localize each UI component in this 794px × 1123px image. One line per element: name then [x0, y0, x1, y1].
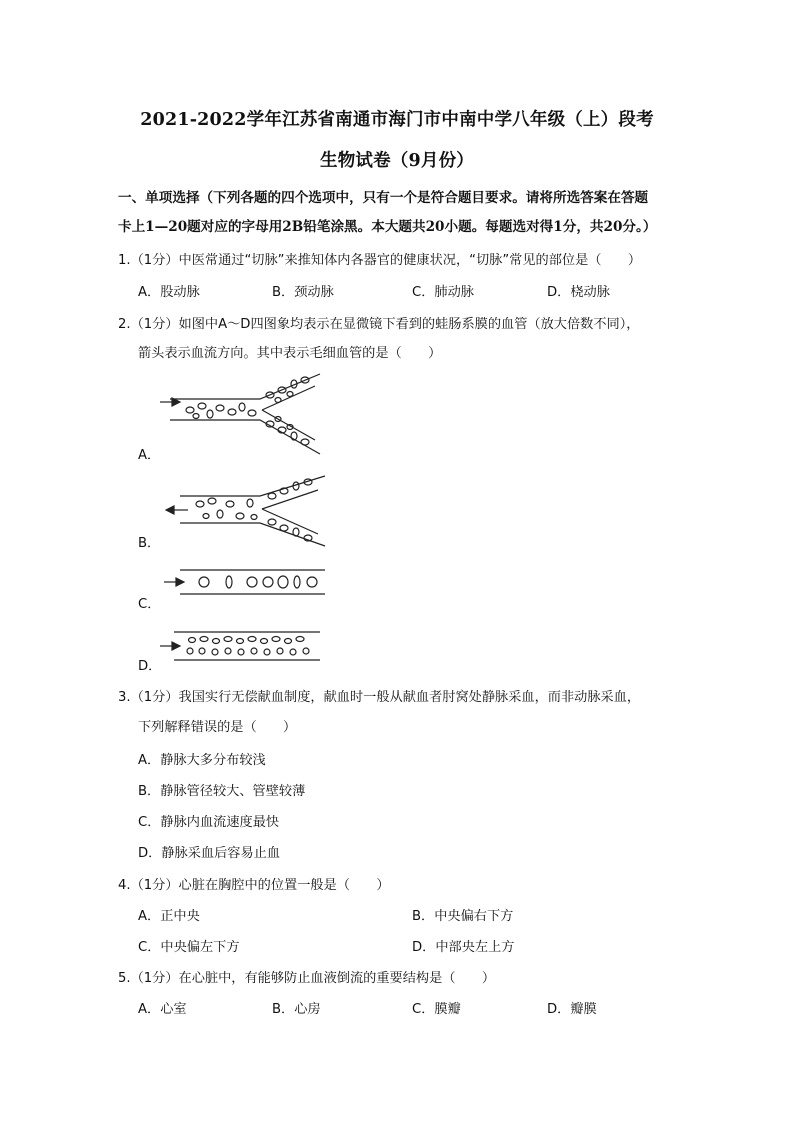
blood-cell: [278, 576, 288, 588]
blood-cell: [293, 528, 299, 536]
blood-cell: [187, 648, 193, 654]
question-2-stem-line-1: 2.（1分）如图中A～D四图象均表示在显微镜下看到的蛙肠系膜的血管（放大倍数不同），: [118, 317, 640, 332]
exam-title-line-2: 生物试卷（9月份）: [320, 151, 474, 171]
flow-arrow-d-head: [172, 642, 180, 650]
blood-cell: [280, 525, 288, 531]
blood-cell: [226, 501, 234, 507]
blood-cell: [186, 407, 194, 413]
blood-cell: [217, 510, 223, 518]
vessel-figure-a: [160, 372, 330, 452]
q4-option-d[interactable]: D．中部央左上方: [412, 940, 515, 955]
blood-cell: [268, 519, 276, 525]
q3-option-d[interactable]: D．静脉采血后容易止血: [138, 846, 281, 861]
blood-cell: [199, 648, 205, 654]
blood-cell: [285, 639, 292, 644]
blood-cell: [251, 515, 257, 520]
q5-option-d[interactable]: D．瓣膜: [547, 1002, 597, 1017]
blood-cell: [277, 648, 283, 654]
question-3-stem-line-1: 3.（1分）我国实行无偿献血制度，献血时一般从献血者肘窝处静脉采血，而非动脉采血，: [118, 690, 641, 705]
q2-option-a[interactable]: A．: [138, 448, 161, 463]
question-3-stem-line-2: 下列解释错误的是（ ）: [138, 720, 297, 735]
question-1-stem: 1.（1分）中医常通过“切脉”来推知体内各器官的健康状况，“切脉”常见的部位是（ ）: [118, 253, 642, 268]
question-5-stem: 5.（1分）在心脏中，有能够防止血液倒流的重要结构是（ ）: [118, 971, 496, 986]
q4-option-c[interactable]: C．中央偏左下方: [138, 940, 240, 955]
blood-cell: [203, 514, 209, 519]
blood-cell: [236, 513, 244, 519]
blood-cell: [268, 493, 276, 499]
q5-option-b[interactable]: B．心房: [272, 1002, 321, 1017]
q3-option-b[interactable]: B．静脉管径较大、管壁较薄: [138, 784, 306, 799]
blood-cell: [189, 638, 196, 643]
blood-cell: [200, 637, 208, 642]
blood-cell: [272, 637, 280, 642]
blood-cell: [224, 637, 232, 642]
exam-title-line-1: 2021-2022学年江苏省南通市海门市中南中学八年级（上）段考: [140, 110, 654, 130]
q4-option-b[interactable]: B．中央偏右下方: [412, 909, 514, 924]
blood-cell: [290, 649, 296, 655]
vessel-figure-b: [160, 474, 330, 548]
blood-cell: [294, 576, 300, 588]
vessel-wall-b-upper: [180, 476, 325, 496]
q1-option-a[interactable]: A．股动脉: [138, 285, 200, 300]
blood-cell: [307, 577, 317, 587]
q4-option-a[interactable]: A．正中央: [138, 909, 200, 924]
blood-cell: [296, 637, 304, 642]
section-heading-line-1: 一、单项选择（下列各题的四个选项中，只有一个是符合题目要求。请将所选答案在答题: [118, 190, 649, 206]
blood-cell: [251, 648, 257, 654]
blood-cell: [196, 501, 204, 507]
q3-option-a[interactable]: A．静脉大多分布较浅: [138, 753, 266, 768]
blood-cell: [238, 649, 244, 655]
q2-option-d[interactable]: D．: [138, 659, 162, 674]
vessel-wall-b-inner-lower: [262, 509, 318, 534]
vessel-figure-c: [164, 568, 329, 602]
blood-cell: [213, 639, 220, 644]
blood-cell: [216, 405, 224, 411]
blood-cell: [248, 637, 256, 642]
blood-cell: [303, 648, 309, 654]
question-2-stem-line-2: 箭头表示血流方向。其中表示毛细血管的是（ ）: [138, 346, 442, 361]
blood-cell: [193, 414, 199, 419]
blood-cell: [247, 577, 257, 587]
vessel-wall-a-upper: [170, 374, 320, 399]
blood-cell: [275, 398, 281, 403]
q3-option-c[interactable]: C．静脉内血流速度最快: [138, 815, 280, 830]
flow-arrow-b-head: [166, 506, 174, 514]
blood-cell: [225, 648, 231, 654]
vessel-wall-b-lower: [180, 523, 325, 546]
blood-cell: [287, 392, 293, 397]
blood-cell: [208, 498, 216, 504]
q1-option-c[interactable]: C．肺动脉: [412, 285, 474, 300]
blood-cell: [301, 439, 309, 445]
q2-option-c[interactable]: C．: [138, 597, 161, 612]
blood-cell: [264, 649, 270, 655]
blood-cell: [226, 576, 232, 588]
blood-cell: [199, 577, 209, 587]
q5-option-c[interactable]: C．膜瓣: [412, 1002, 461, 1017]
question-4-stem: 4.（1分）心脏在胸腔中的位置一般是（ ）: [118, 878, 390, 893]
blood-cell: [198, 403, 206, 409]
vessel-figure-d: [160, 630, 325, 664]
blood-cell: [247, 499, 253, 507]
blood-cell: [261, 639, 268, 644]
q1-option-b[interactable]: B．颈动脉: [272, 285, 334, 300]
q5-option-a[interactable]: A．心室: [138, 1002, 187, 1017]
blood-cell: [207, 410, 213, 418]
blood-cell: [237, 639, 244, 644]
section-heading-line-2: 卡上1—20题对应的字母用2B铅笔涂黑。本大题共20小题。每题选对得1分，共20分。）: [118, 219, 657, 235]
q1-option-d[interactable]: D．桡动脉: [547, 285, 610, 300]
q2-option-b[interactable]: B．: [138, 536, 161, 551]
blood-cell: [212, 649, 218, 655]
blood-cell: [248, 410, 256, 416]
blood-cell: [228, 409, 236, 415]
flow-arrow-c-head: [176, 578, 184, 586]
blood-cell: [239, 403, 245, 411]
blood-cell: [263, 577, 273, 587]
